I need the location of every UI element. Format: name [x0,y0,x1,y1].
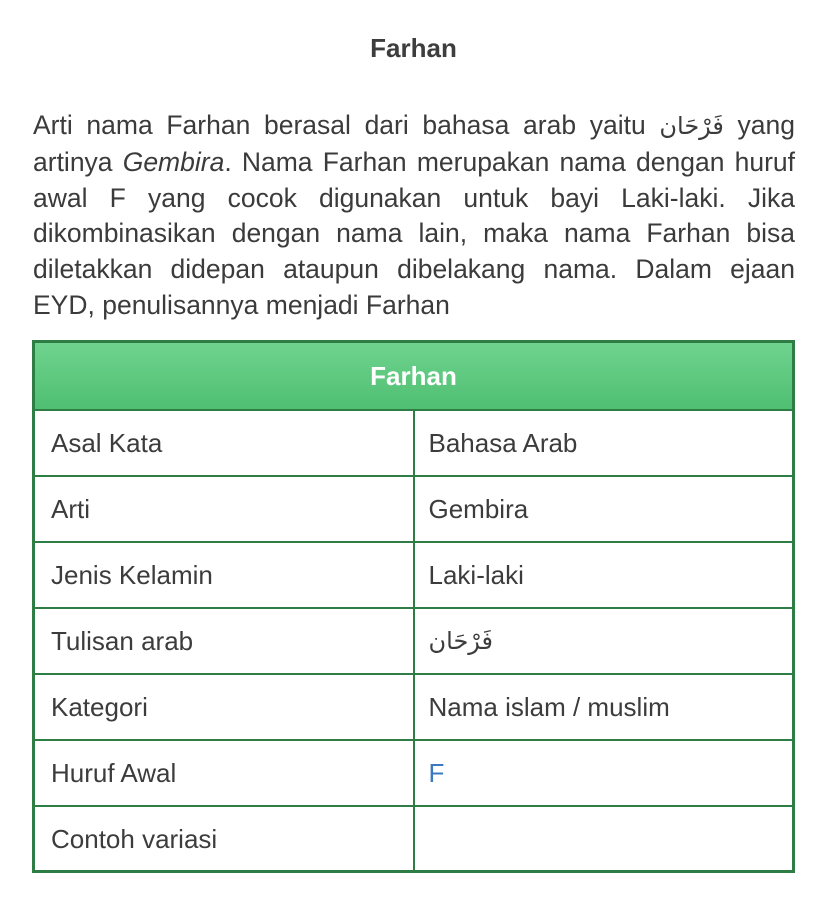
huruf-awal-link[interactable]: F [414,740,793,806]
table-header-row [35,343,792,410]
row-value: Gembira [414,476,793,542]
row-value: Nama islam / muslim [414,674,793,740]
page-title: Farhan [370,33,457,63]
row-label: Asal Kata [35,410,414,476]
table-row-huruf-awal [35,740,792,806]
table-row-contoh-variasi [35,806,792,871]
row-value-arabic: فَرْحَان [414,608,793,674]
arabic-name-inline: فَرْحَان [659,112,724,140]
table-row-kategori [35,674,792,740]
row-label: Huruf Awal [35,740,414,806]
row-value: Laki-laki [414,542,793,608]
name-info-table [32,340,795,873]
row-label: Jenis Kelamin [35,542,414,608]
table-row-asal-kata [35,410,792,476]
table-row-tulisan-arab [35,608,792,674]
paragraph-text-1: Arti nama Farhan berasal dari bahasa arab yaitu [33,110,660,140]
table-row-arti [35,476,792,542]
paragraph-text-3: . Nama Farhan merupakan nama dengan huruf awal F yang cocok digunakan untuk bayi Laki-laki. Jika dikombinasikan dengan nama lain, maka nama Farhan bisa diletakkan didepan ataupun dibelakang nama. Dalam ejaan EYD, penulisannya menjadi Farhan [33,146,795,320]
table-header: Farhan [35,343,792,410]
description-paragraph [33,108,795,324]
row-label: Tulisan arab [35,608,414,674]
row-label: Kategori [35,674,414,740]
row-label: Arti [35,476,414,542]
paragraph-text-2: yang artinya [33,110,796,177]
row-label: Contoh variasi [35,806,414,871]
row-value [414,806,793,871]
table-row-jenis-kelamin [35,542,792,608]
meaning-emphasis: Gembira [122,146,225,177]
row-value: Bahasa Arab [414,410,793,476]
